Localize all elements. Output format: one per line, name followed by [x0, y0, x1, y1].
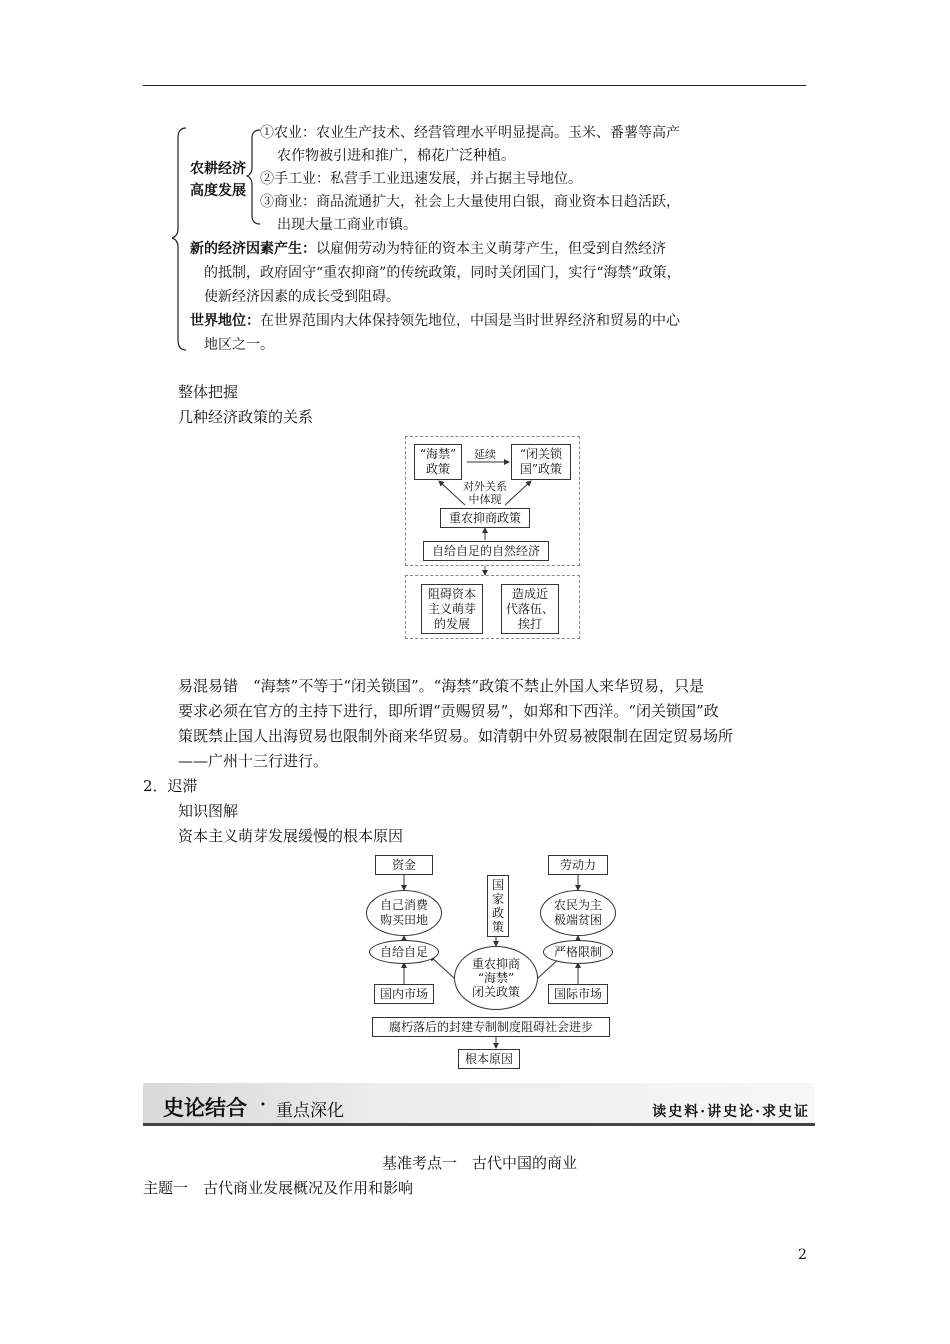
box-zigei: 自给自足的自然经济 [423, 541, 549, 561]
ellipse-center [454, 946, 538, 1010]
new-factor-label: 新的经济因素产生： [190, 241, 316, 257]
box-guojia [487, 875, 509, 937]
box-fuxiu: 腐朽落后的封建专制制度阻碍社会进步 [372, 1017, 610, 1037]
box-genben: 根本原因 [458, 1049, 520, 1069]
box-zuai-line: 阻碍资本 [427, 586, 476, 601]
header-rule [143, 85, 806, 86]
ellipse-center-line: “海禁” [477, 971, 515, 985]
box-haijin [414, 444, 462, 480]
outline-item-handicraft: ②手工业：私营手工业迅速发展，并占据主导地位。 [260, 171, 582, 187]
box-guojia-char: 家 [491, 892, 504, 906]
ellipse-nongmin [540, 890, 616, 936]
arrow-label-yanxu: 延续 [474, 448, 496, 461]
ellipse-center-line: 重农抑商 [471, 957, 520, 971]
ellipse-xiaofei-line: 购买田地 [379, 913, 428, 927]
box-zaocheng-line: 代落伍、 [505, 601, 554, 616]
banner-slogan: 读史料·讲史论·求史证 [652, 1104, 810, 1120]
ellipse-nongmin-line: 农民为主 [553, 898, 602, 912]
box-biguan-line: 国”政策 [519, 462, 563, 476]
section-heading: 知识图解 [178, 802, 239, 820]
center-label: 对外关系 [463, 480, 507, 493]
ellipse-xiaofei [366, 890, 442, 936]
banner-underline [143, 1123, 815, 1126]
box-zaocheng-line: 造成近 [511, 586, 548, 601]
banner-subtitle: 重点深化 [276, 1101, 344, 1121]
center-heading: 基准考点一 古代中国的商业 [382, 1154, 578, 1172]
section-subheading: 资本主义萌芽发展缓慢的根本原因 [178, 827, 404, 845]
box-guojia-char: 国 [491, 878, 504, 892]
box-guojia-char: 策 [491, 920, 504, 934]
section-subheading: 几种经济政策的关系 [178, 408, 314, 426]
group-label: 农耕经济 [190, 161, 246, 177]
box-haijin-line: 政策 [425, 462, 450, 476]
note-line: 要求必须在官方的主持下进行，即所谓“贡赐贸易”，如郑和下西洋。“闭关锁国”政 [178, 702, 719, 720]
box-haijin-line: “海禁” [419, 447, 457, 461]
ellipse-xiaofei-line: 自己消费 [379, 898, 428, 912]
world-cont: 地区之一。 [204, 337, 274, 353]
outline-item-commerce-cont: 出现大量工商业市镇。 [277, 217, 417, 233]
box-biguan-line: “闭关锁 [519, 447, 563, 461]
box-zijin: 资金 [375, 855, 433, 875]
outline-item-commerce: ③商业：商品流通扩大，社会上大量使用白银，商业资本日趋活跃， [260, 194, 680, 210]
outline-item-agriculture: ①农业：农业生产技术、经营管理水平明显提高。玉米、番薯等高产 [260, 125, 680, 141]
section-banner [143, 1083, 815, 1127]
center-label: 中体现 [468, 493, 502, 506]
world-text: 在世界范围内大体保持领先地位，中国是当时世界经济和贸易的中心 [260, 313, 680, 329]
box-guojia-char: 政 [491, 906, 504, 920]
world-label: 世界地位： [190, 313, 260, 329]
box-zuai-line: 主义萌芽 [427, 601, 476, 616]
note-line: 易混易错 “海禁”不等于“闭关锁国”。“海禁”政策不禁止外国人来华贸易，只是 [178, 677, 705, 695]
box-guoji: 国际市场 [548, 984, 608, 1004]
new-factor-cont: 使新经济因素的成长受到阻碍。 [204, 289, 400, 305]
ellipse-nongmin-line: 极端贫困 [553, 913, 602, 927]
new-factor-line [190, 238, 666, 260]
box-biguan [511, 444, 571, 480]
outline-item-agriculture-cont: 农作物被引进和推广，棉花广泛种植。 [277, 148, 515, 164]
banner-title: 史论结合 [163, 1096, 247, 1120]
box-guonei: 国内市场 [374, 984, 434, 1004]
box-zaocheng-line: 挨打 [517, 616, 542, 631]
banner-dot: · [260, 1095, 266, 1115]
section-number-title: 2．迟滞 [143, 777, 198, 795]
box-zaocheng [501, 584, 559, 634]
note-line: ——广州十三行进行。 [178, 752, 329, 770]
box-zuai [421, 584, 483, 634]
topic-heading: 主题一 古代商业发展概况及作用和影响 [143, 1179, 414, 1197]
page-number: 2 [798, 1247, 807, 1263]
box-zuai-line: 的发展 [433, 616, 470, 631]
box-laodongli: 劳动力 [548, 855, 608, 875]
ellipse-zigei: 自给自足 [369, 940, 439, 964]
note-line: 策既禁止国人出海贸易也限制外商来华贸易。如清朝中外贸易被限制在固定贸易场所 [178, 727, 734, 745]
ellipse-yange: 严格限制 [543, 940, 613, 964]
world-line [190, 310, 680, 332]
new-factor-text: 以雇佣劳动为特征的资本主义萌芽产生，但受到自然经济 [316, 241, 666, 257]
ellipse-center-line: 闭关政策 [471, 985, 520, 999]
new-factor-cont: 的抵制，政府固守“重农抑商”的传统政策，同时关闭国门，实行“海禁”政策， [204, 265, 681, 281]
section-heading: 整体把握 [178, 383, 239, 401]
group-label: 高度发展 [190, 183, 246, 199]
box-zhongnong: 重农抑商政策 [440, 508, 530, 528]
